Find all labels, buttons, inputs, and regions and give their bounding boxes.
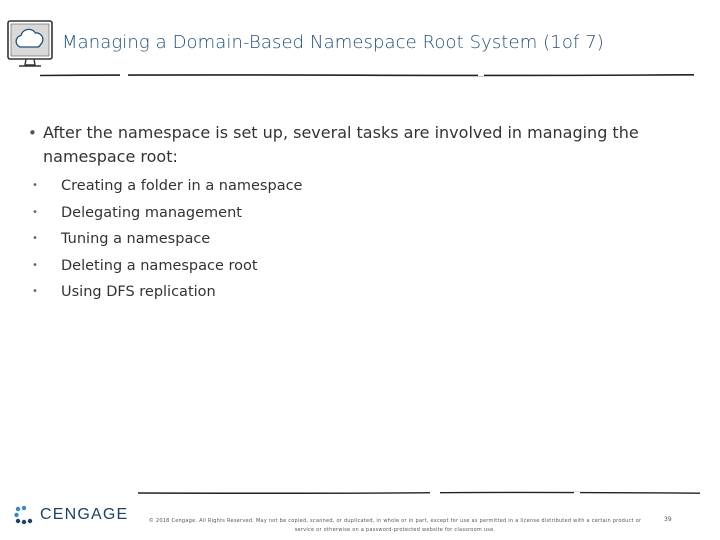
list-item — [28, 279, 688, 306]
sub-bullet-list — [28, 173, 688, 306]
list-item — [28, 253, 688, 280]
cengage-logo — [12, 503, 128, 527]
title-divider — [0, 70, 720, 80]
list-item-text: Using DFS replication — [61, 284, 216, 300]
bullet-dot-icon: • — [28, 124, 37, 142]
main-bullet — [28, 121, 688, 169]
bullet-dot-icon: • — [32, 180, 38, 191]
list-item-text: Deleting a namespace root — [61, 257, 258, 274]
list-item-text: Creating a folder in a namespace — [61, 178, 303, 194]
list-item-text: Delegating management — [61, 204, 242, 221]
list-item — [28, 200, 688, 227]
content-area — [28, 121, 688, 306]
page-number: 39 — [664, 516, 672, 523]
bullet-dot-icon: • — [32, 233, 38, 244]
list-item — [28, 173, 688, 200]
bullet-dot-icon: • — [32, 286, 38, 297]
bullet-dot-icon: • — [32, 206, 38, 218]
main-bullet-text: After the namespace is set up, several tasks are involved in managing the namespace root: — [43, 123, 639, 166]
logo-text: CENGAGE — [40, 506, 129, 523]
list-item — [28, 226, 688, 253]
copyright-notice: © 2018 Cengage. All Rights Reserved. May not be copied, scanned, or duplicated, in whole or in part, except for use as permitted in a license distributed with a certain product or service or otherwise on a password-protected website for classroom use. — [148, 518, 642, 533]
bullet-dot-icon: • — [32, 259, 38, 271]
footer-divider — [0, 488, 720, 498]
list-item-text: Tuning a namespace — [61, 231, 211, 247]
cengage-logo-icon — [12, 503, 36, 527]
slide-title: Managing a Domain-Based Namespace Root System (1of 7) — [62, 32, 604, 53]
cloud-monitor-icon — [6, 17, 54, 71]
